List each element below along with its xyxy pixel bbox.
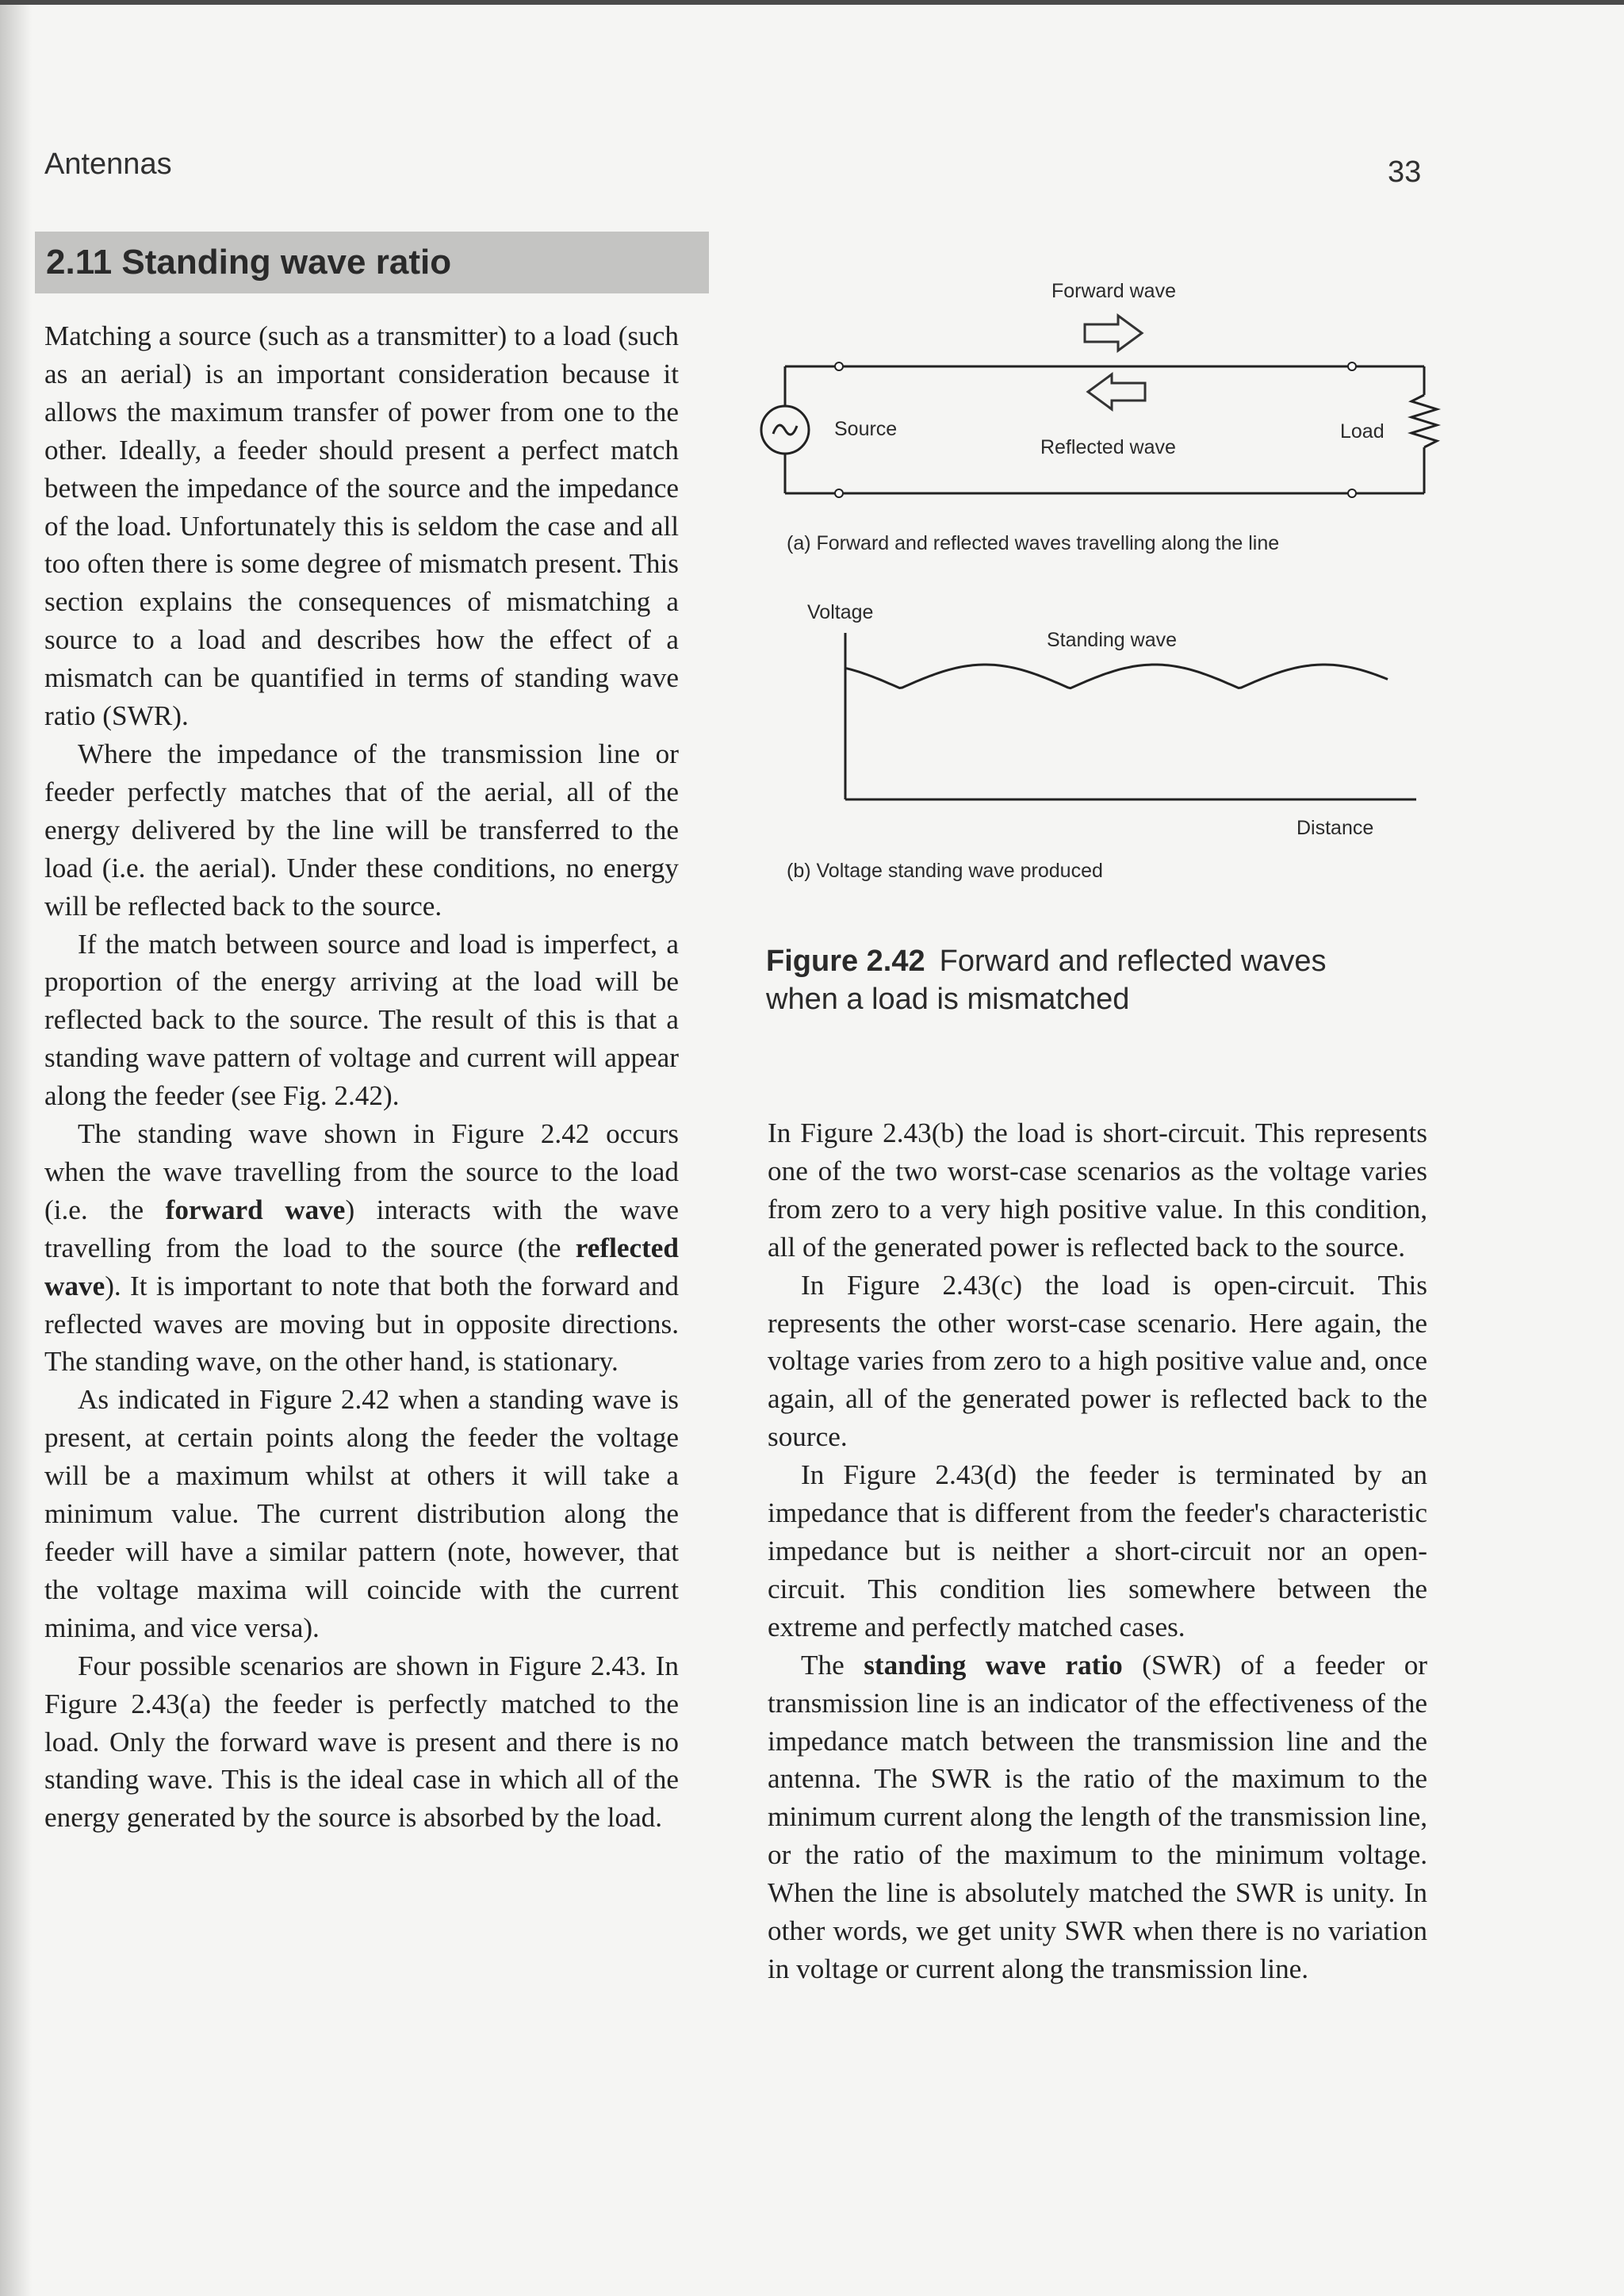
figure-caption [766,942,1400,1018]
reflected-wave-label: Reflected wave [1040,436,1176,458]
terminal-node [835,489,843,497]
paragraph: In Figure 2.43(d) the feeder is terminated by an impedance that is different from the feeder's characteristic impedance but is neither a short-circuit nor an open-circuit. This condition lies somewhere between the extreme and perfectly matched cases. [768,1459,1427,1642]
paragraph: Matching a source (such as a transmitter) to a load (such as an aerial) is an important consideration because it allows the maximum transfer of power from one to the other. Ideally, a feeder should present a perfect match between the impedance of the source and the impedance of the load. Unfortunately this is seldom the case and all too often there is some degree of mismatch present. This section explains the consequences of mismatching a source to a load and describes how the effect of a mismatch can be quantified in terms of standing wave ratio (SWR). [44,320,679,732]
resistor-icon [1411,395,1437,447]
figure-caption-text: Forward and reflected waves when a load is mismatched [766,945,1327,1016]
term-standing-wave-ratio: standing wave ratio [864,1649,1123,1681]
terminal-node [835,362,843,370]
figure-2-42 [745,238,1459,1031]
term-reflected-wave: reflected wave [44,1232,679,1301]
standing-wave-curve [845,665,1388,688]
reflected-arrow-icon [1088,374,1145,409]
voltage-axis-label: Voltage [807,601,874,623]
paragraph: The standing wave shown in Figure 2.42 occurs when the wave travelling from the source to the load (i.e. the forward wave) interacts with the wave travelling from the load to the source (the reflected wave). It is important to note that both the forward and reflected waves are moving but in opposite directions. The standing wave, on the other hand, is stationary. [44,1118,679,1378]
paragraph: As indicated in Figure 2.42 when a standing wave is present, at certain points along the feeder the voltage will be a maximum whilst at others it will take a minimum value. The current distribution along the feeder will have a similar pattern (note, however, that the voltage maxima will coincide with the current minima, and vice versa). [44,1384,679,1643]
terminal-node [1348,489,1356,497]
subcaption-a: (a) Forward and reflected waves travelling along the line [787,532,1280,554]
running-title: Antennas [44,148,172,181]
right-column [768,1114,1427,1988]
load-label: Load [1340,420,1385,443]
page-top-border [0,0,1624,5]
terminal-node [1348,362,1356,370]
forward-wave-label: Forward wave [1051,280,1176,302]
page-number: 33 [1388,155,1422,189]
scan-edge-shadow [0,0,32,2296]
subcaption-b: (b) Voltage standing wave produced [787,860,1103,882]
figure-diagram [745,238,1459,936]
paragraph: Where the impedance of the transmission line or feeder perfectly matches that of the aerial, all of the energy delivered by the line will be transferred to the load (i.e. the aerial). Under these conditions, no energy will be reflected back to the source. [44,738,679,922]
forward-arrow-icon [1085,316,1142,351]
standing-wave-label: Standing wave [1047,629,1178,651]
term-forward-wave: forward wave [165,1194,346,1225]
source-label: Source [834,418,898,440]
paragraph: The standing wave ratio (SWR) of a feeder or transmission line is an indicator of the effectiveness of the impedance match between the transmission line and the antenna. The SWR is the ratio of the maximum to the minimum current along the length of the transmission line, or the ratio of the maximum to the minimum voltage. When the line is absolutely matched the SWR is unity. In other words, we get unity SWR when there is no variation in voltage or current along the transmission line. [768,1649,1428,1984]
paragraph: If the match between source and load is imperfect, a proportion of the energy arriving at the load will be reflected back to the source. The result of this is that a standing wave pattern of voltage and current will appear along the feeder (see Fig. 2.42). [44,928,679,1112]
left-column [44,317,679,1837]
distance-axis-label: Distance [1297,817,1374,839]
section-heading: 2.11 Standing wave ratio [35,232,709,293]
paragraph: In Figure 2.43(c) the load is open-circuit. This represents the other worst-case scenario. Here again, the voltage varies from zero to a high positive value and, once again, all of the generated power is reflected back to the source. [768,1269,1427,1453]
figure-number: Figure 2.42 [766,945,925,978]
paragraph: Four possible scenarios are shown in Figure 2.43. In Figure 2.43(a) the feeder is perfectly matched to the load. Only the forward wave is present and there is no standing wave. This is the ideal case in which all of the energy generated by the source is absorbed by the load. [44,1650,679,1834]
sine-icon [773,425,797,435]
paragraph: In Figure 2.43(b) the load is short-circuit. This represents one of the two worst-case scenarios as the voltage varies from zero to a very high positive value. In this condition, all of the generated power is reflected back to the source. [768,1117,1427,1263]
